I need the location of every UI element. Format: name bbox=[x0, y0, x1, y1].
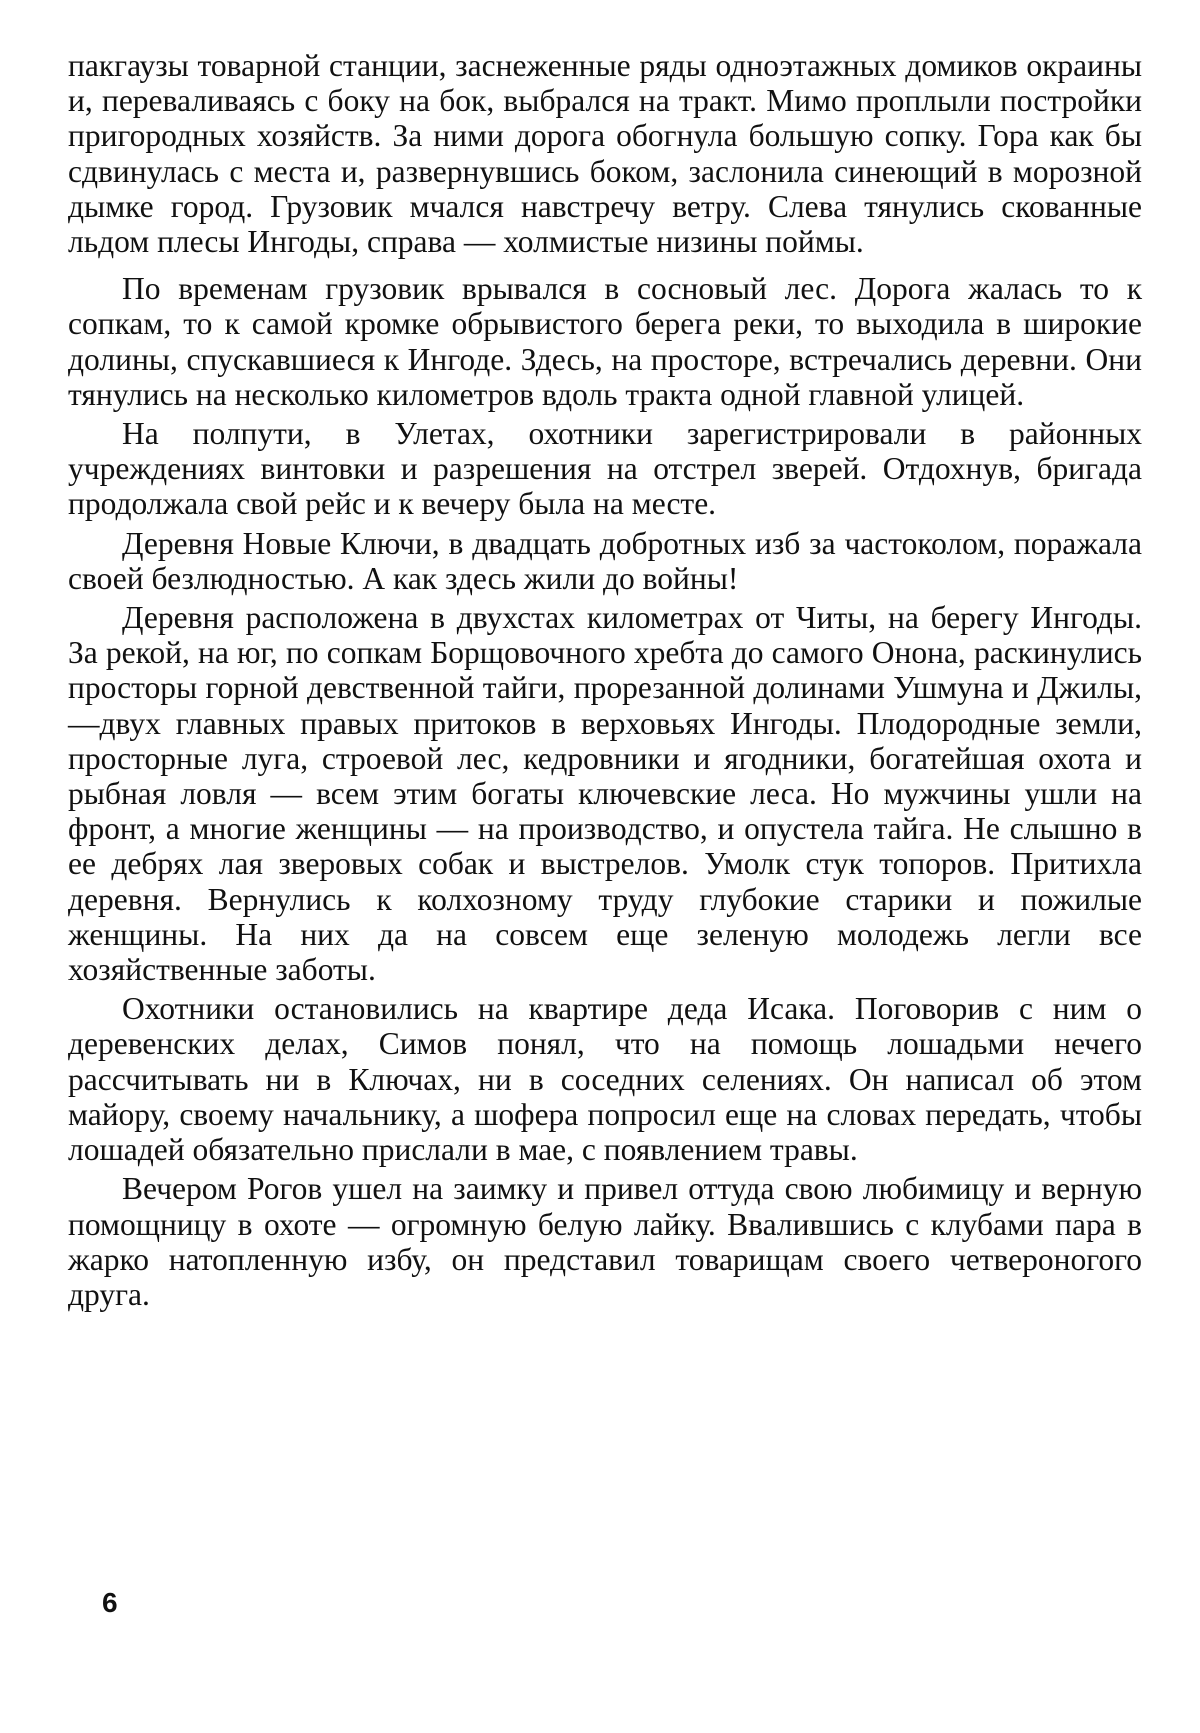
paragraph-2: По временам грузовик врывался в сосновый лес. Дорога жалась то к сопкам, то к самой кромке обрывистого берега реки, то выходила в широкие долины, спускавшиеся к Ингоде. Здесь, на просторе, встречались деревни. Они тянулись на несколько километров вдоль тракта одной главной улицей. bbox=[68, 271, 1142, 412]
paragraph-1: пакгаузы товарной станции, заснеженные ряды одноэтажных домиков окраины и, переваливаясь с боку на бок, выбрался на тракт. Мимо проплыли постройки пригородных хозяйств. За ними дорога обогнула большую сопку. Гора как бы сдвинулась с места и, развернувшись боком, заслонила синеющий в морозной дымке город. Грузовик мчался навстречу ветру. Слева тянулись скованные льдом плесы Ингоды, справа — холмистые низины поймы. bbox=[68, 48, 1142, 259]
paragraph-4: Деревня Новые Ключи, в двадцать добротных изб за частоколом, поражала своей безлюдностью. А как здесь жили до войны! bbox=[68, 526, 1142, 596]
paragraph-3: На полпути, в Улетах, охотники зарегистрировали в районных учреждениях винтовки и разрешения на отстрел зверей. Отдохнув, бригада продолжала свой рейс и к вечеру была на месте. bbox=[68, 416, 1142, 522]
paragraph-6: Охотники остановились на квартире деда Исака. Поговорив с ним о деревенских делах, Симов понял, что на помощь лошадьми нечего рассчитывать ни в Ключах, ни в соседних селениях. Он написал об этом майору, своему начальнику, а шофера попросил еще на словах передать, чтобы лошадей обязательно прислали в мае, с появлением травы. bbox=[68, 991, 1142, 1167]
paragraph-5: Деревня расположена в двухстах километрах от Читы, на берегу Ингоды. За рекой, на юг, по сопкам Борщовочного хребта до самого Онона, раскинулись просторы горной девственной тайги, прорезанной долинами Ушмуна и Джилы,—двух главных правых притоков в верховьях Ингоды. Плодородные земли, просторные луга, строевой лес, кедровники и ягодники, богатейшая охота и рыбная ловля — всем этим богаты ключевские леса. Но мужчины ушли на фронт, а многие женщины — на производство, и опустела тайга. Не слышно в ее дебрях лая зверовых собак и выстрелов. Умолк стук топоров. Притихла деревня. Вернулись к колхозному труду глубокие старики и пожилые женщины. На них да на совсем еще зеленую молодежь легли все хозяйственные заботы. bbox=[68, 600, 1142, 987]
paragraph-7: Вечером Рогов ушел на заимку и привел оттуда свою любимицу и верную помощницу в охоте — огромную белую лайку. Ввалившись с клубами пара в жарко натопленную избу, он представил товарищам своего четвероногого друга. bbox=[68, 1171, 1142, 1312]
book-page bbox=[0, 0, 1200, 1733]
page-text bbox=[68, 48, 1142, 1312]
page-number: 6 bbox=[102, 1587, 118, 1619]
